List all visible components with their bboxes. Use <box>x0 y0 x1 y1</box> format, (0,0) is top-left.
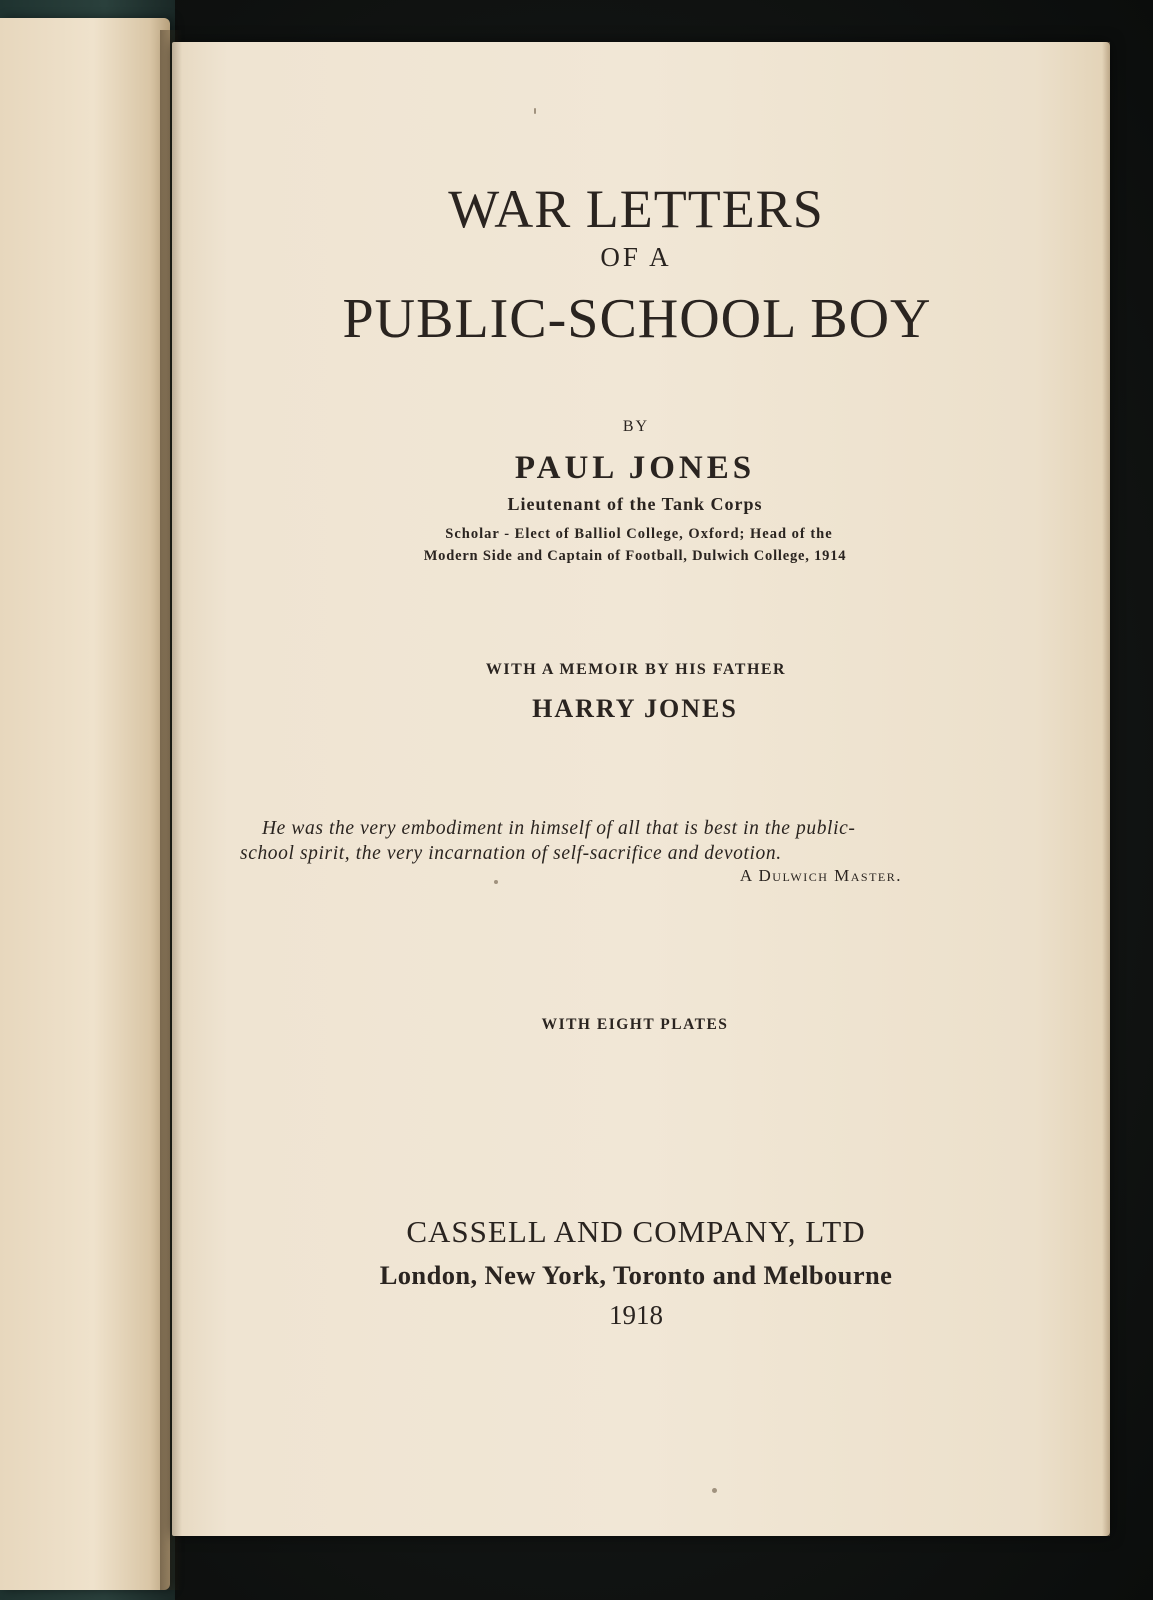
author-credentials-line-1: Scholar - Elect of Balliol College, Oxford; Head of the <box>445 526 833 542</box>
author-name: PAUL JONES <box>514 450 756 486</box>
book-gutter-shadow <box>160 30 182 1590</box>
publication-year: 1918 <box>609 1300 663 1330</box>
publisher-cities: London, New York, Toronto and Melbourne <box>379 1260 893 1290</box>
paper-speck <box>712 1488 717 1493</box>
epigraph <box>240 816 930 866</box>
author-credentials-line-2: Modern Side and Captain of Football, Dulwich College, 1914 <box>423 548 847 564</box>
plates-note: WITH EIGHT PLATES <box>541 1016 729 1033</box>
publisher-name: CASSELL AND COMPANY, LTD <box>406 1214 866 1249</box>
paper-speck <box>494 880 498 884</box>
title-line-3: PUBLIC-SCHOOL BOY <box>342 288 932 350</box>
paper-speck <box>534 108 536 114</box>
memoir-author-name: HARRY JONES <box>532 694 738 723</box>
by-label: BY <box>622 418 650 435</box>
memoir-by-label: WITH A MEMOIR BY HIS FATHER <box>485 661 787 678</box>
title-page <box>172 42 1110 1536</box>
epigraph-line-2: school spirit, the very incarnation of self-sacrifice and devotion. <box>240 843 782 864</box>
epigraph-attribution: A Dulwich Master. <box>739 866 902 885</box>
author-rank: Lieutenant of the Tank Corps <box>507 494 763 514</box>
title-line-1: WAR LETTERS <box>448 179 824 239</box>
title-line-2: OF A <box>600 242 672 272</box>
left-endpaper <box>0 18 170 1590</box>
epigraph-line-1: He was the very embodiment in himself of all that is best in the public- <box>262 818 856 839</box>
